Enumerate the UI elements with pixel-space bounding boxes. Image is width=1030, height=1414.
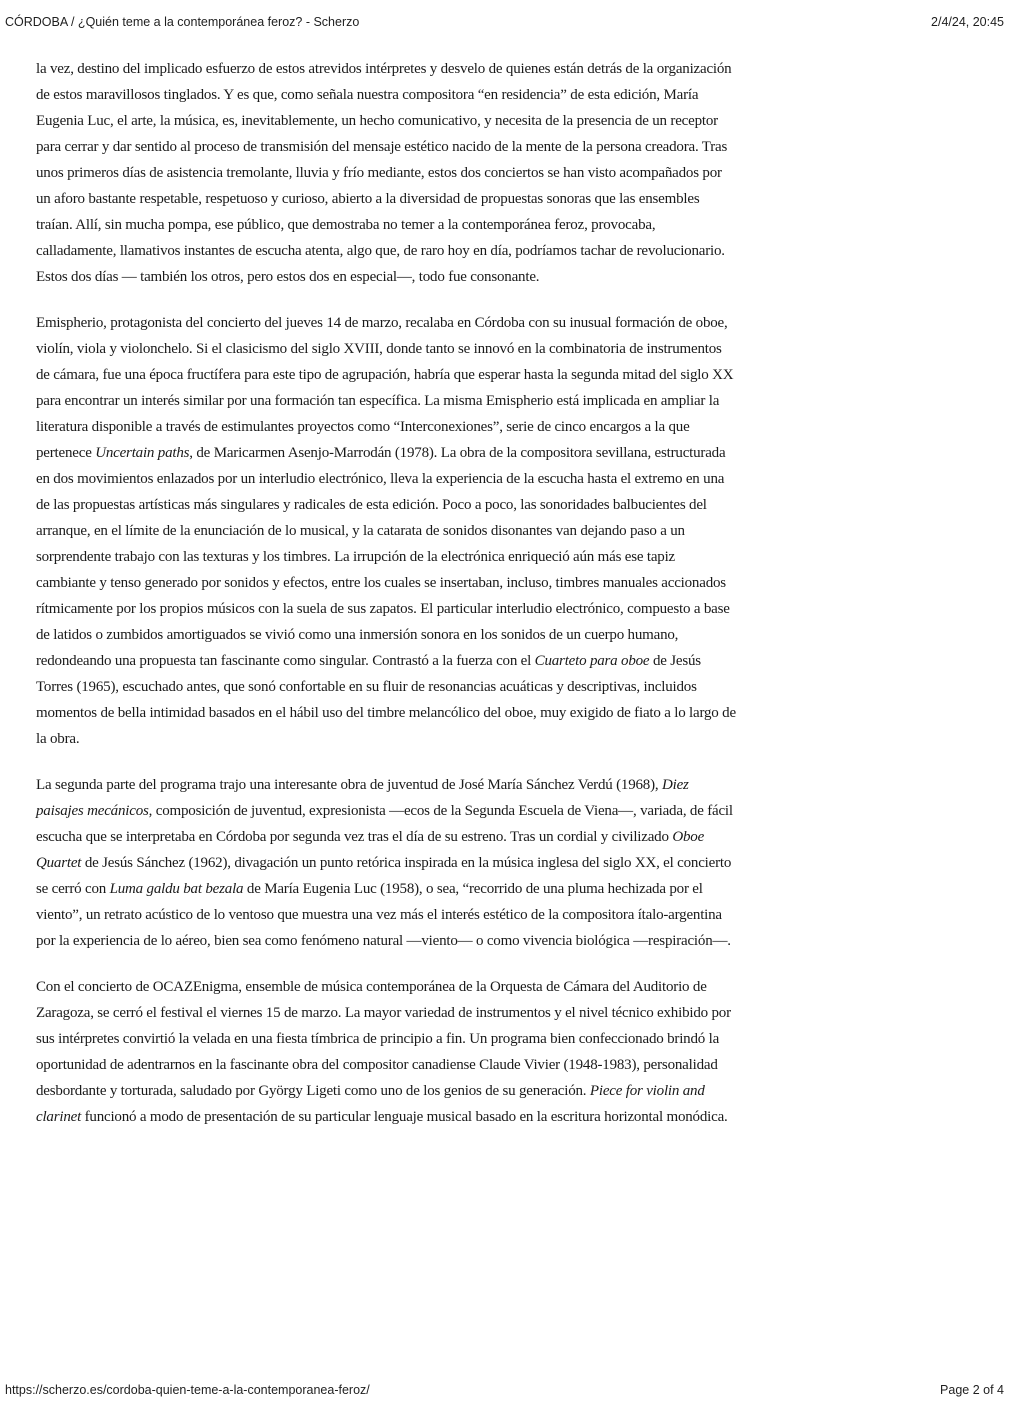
text-segment: , de Maricarmen Asenjo-Marrodán (1978). La obra de la compositora sevillana, estructurada en dos movimientos enlazados por un interludio electrónico, lleva la experiencia de la escucha hasta el extremo en una de las propuestas artísticas más singulares y radicales de esta edición. Poco a poco, las sonoridades balbucientes del arranque, en el límite de la enunciación de lo musical, y la catarata de sonidos disonantes van dejando paso a un sorprendente trabajo con las texturas y los timbres. La irrupción de la electrónica enriqueció aún más ese tapiz cambiante y tenso generado por sonidos y efectos, entre los cuales se insertaban, incluso, timbres manuales accionados rítmicamente por los propios músicos con la suela de sus zapatos. El particular interludio electrónico, compuesto a base de latidos o zumbidos amortiguados se vivió como una inmersión sonora en los sonidos de un cuerpo humano, redondeando una propuesta tan fascinante como singular. Contrastó a la fuerza con el	[36, 445, 730, 669]
text-segment: Con el concierto de OCAZEnigma, ensemble de música contemporánea de la Orquesta de Cámara del Auditorio de Zaragoza, se cerró el festival el viernes 15 de marzo. La mayor variedad de instrumentos y el nivel técnico exhibido por sus intérpretes convirtió la velada en una fiesta tímbrica de principio a fin. Un programa bien confeccionado brindó la oportunidad de adentrarnos en la fascinante obra del compositor canadiense Claude Vivier (1948-1983), personalidad desbordante y torturada, saludado por György Ligeti como uno de los genios de su generación.	[36, 979, 731, 1099]
text-segment: la vez, destino del implicado esfuerzo de estos atrevidos intérpretes y desvelo de quienes están detrás de la organización de estos maravillosos tinglados. Y es que, como señala nuestra compositora “en residencia” de esta edición, María Eugenia Luc, el arte, la música, es, inevitablemente, un hecho comunicativo, y necesita de la presencia de un receptor para cerrar y dar sentido al proceso de transmisión del mensaje estético nacido de la mente de la persona creadora. Tras unos primeros días de asistencia tremolante, lluvia y frío mediante, estos dos conciertos se han visto acompañados por un aforo bastante respetable, respetuoso y curioso, abierto a la diversidad de propuestas sonoras que las ensembles traían. Allí, sin mucha pompa, ese público, que demostraba no temer a la contemporánea feroz, provocaba, calladamente, llamativos instantes de escucha atenta, algo que, de raro hoy en día, podríamos tachar de revolucionario. Estos dos días — también los otros, pero estos dos en especial—, todo fue consonante.	[36, 61, 732, 285]
print-timestamp: 2/4/24, 20:45	[931, 15, 1004, 29]
print-header	[5, 15, 1004, 29]
work-title-italic: Diez paisajes mecánicos	[36, 777, 689, 819]
work-title-italic: Piece for violin and clarinet	[36, 1083, 705, 1125]
print-footer	[5, 1383, 1004, 1397]
text-segment: Emispherio, protagonista del concierto del jueves 14 de marzo, recalaba en Córdoba con su inusual formación de oboe, violín, viola y violonchelo. Si el clasicismo del siglo XVIII, donde tanto se innovó en la combinatoria de instrumentos de cámara, fue una época fructífera para este tipo de agrupación, habría que esperar hasta la segunda mitad del siglo XX para encontrar un interés similar por una formación tan específica. La misma Emispherio está implicada en ampliar la literatura disponible a través de estimulantes proyectos como “Interconexiones”, serie de cinco encargos a la que pertenece	[36, 315, 734, 461]
article-body	[36, 56, 736, 1150]
work-title-italic: Cuarteto para oboe	[534, 653, 650, 669]
text-segment: , composición de juventud, expresionista —ecos de la Segunda Escuela de Viena—, variada, de fácil escucha que se interpretaba en Córdoba por segunda vez tras el día de su estreno. Tras un cordial y civilizado	[36, 803, 733, 845]
article-paragraph-1	[36, 56, 736, 290]
article-paragraph-3	[36, 772, 736, 954]
work-title-italic: Oboe Quartet	[36, 829, 705, 871]
article-paragraph-4	[36, 974, 736, 1130]
article-paragraph-2	[36, 310, 736, 752]
source-url: https://scherzo.es/cordoba-quien-teme-a-la-contemporanea-feroz/	[5, 1383, 370, 1397]
page-indicator: Page 2 of 4	[940, 1383, 1004, 1397]
work-title-italic: Uncertain paths	[95, 445, 190, 461]
document-title: CÓRDOBA / ¿Quién teme a la contemporánea feroz? - Scherzo	[5, 15, 360, 29]
text-segment: La segunda parte del programa trajo una interesante obra de juventud de José María Sánchez Verdú (1968),	[36, 777, 662, 793]
text-segment: funcionó a modo de presentación de su particular lenguaje musical basado en la escritura horizontal monódica.	[81, 1109, 728, 1125]
text-segment: de Jesús Sánchez (1962), divagación un punto retórica inspirada en la música inglesa del siglo XX, el concierto se cerró con	[36, 855, 732, 897]
work-title-italic: Luma galdu bat bezala	[109, 881, 244, 897]
text-segment: de Jesús Torres (1965), escuchado antes, que sonó confortable en su fluir de resonancias acuáticas y descriptivas, incluidos momentos de bella intimidad basados en el hábil uso del timbre melancólico del oboe, muy exigido de fiato a lo largo de la obra.	[36, 653, 736, 747]
text-segment: de María Eugenia Luc (1958), o sea, “recorrido de una pluma hechizada por el viento”, un retrato acústico de lo ventoso que muestra una vez más el interés estético de la compositora ítalo-argentina por la experiencia de lo aéreo, bien sea como fenómeno natural —viento— o como vivencia biológica —respiración—.	[36, 881, 731, 949]
